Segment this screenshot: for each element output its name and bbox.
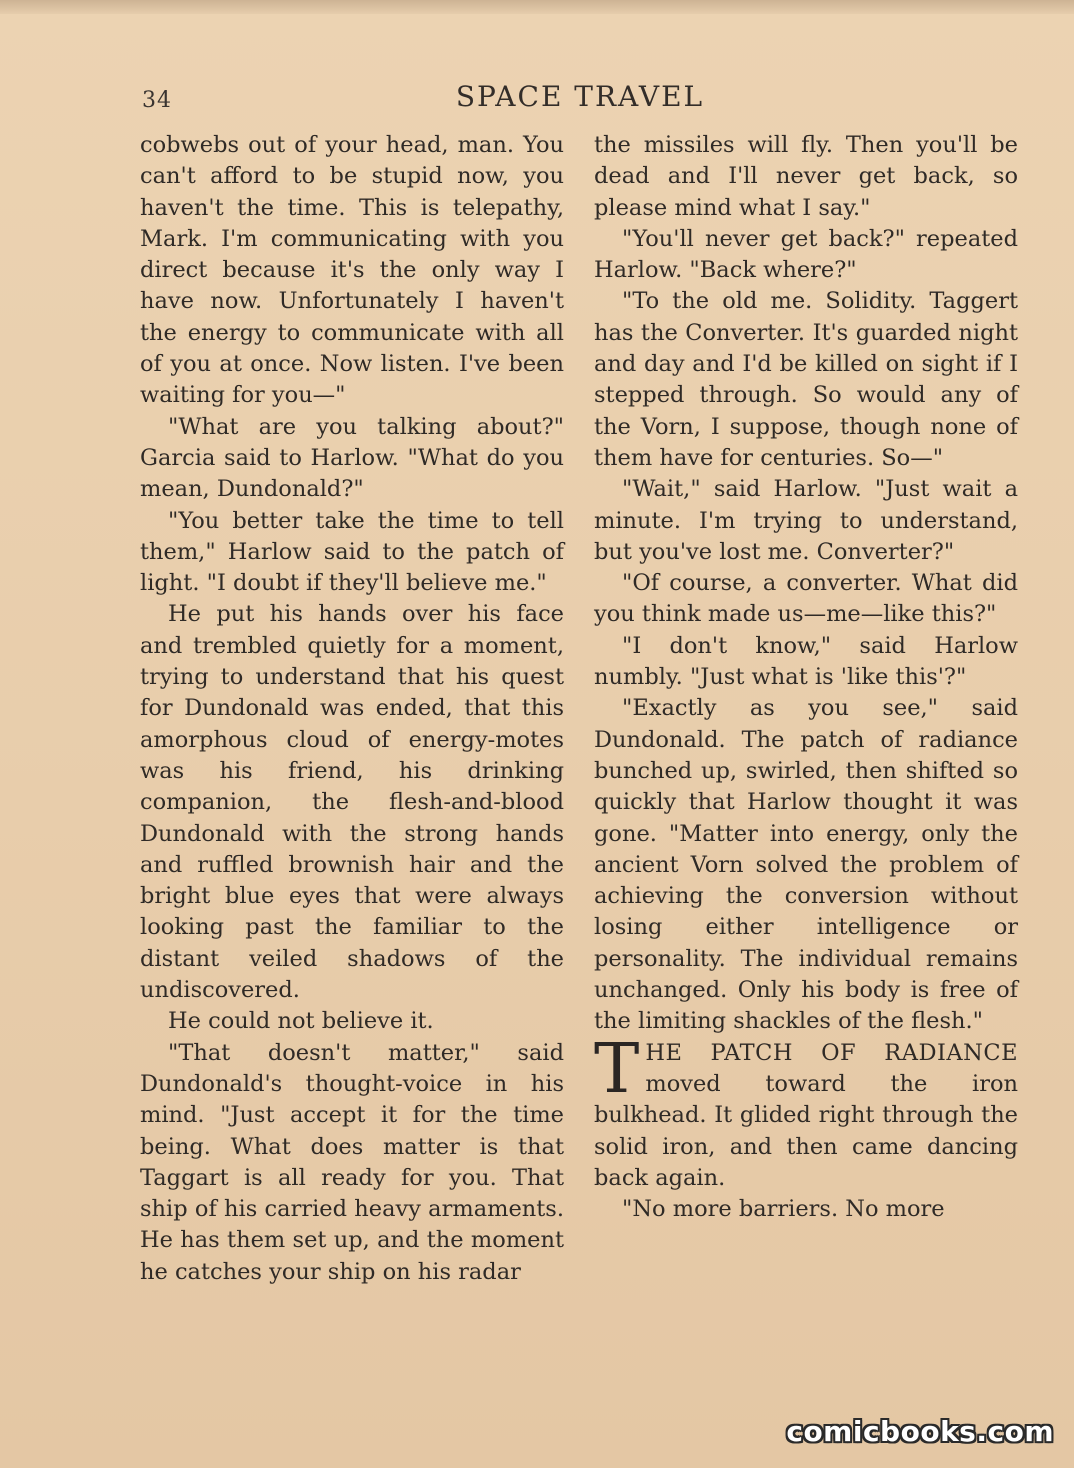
paragraph: cobwebs out of your head, man. You can't afford to be stupid now, you haven't the time. This is telepathy, Mark. I'm communicating with you direct because it's the only way I have now. Unfortunately I haven't the energy to communicate with all of you at once. Now listen. I've been waiting for you—" [140, 132, 564, 409]
page-top-edge [0, 0, 1074, 14]
paragraph: "You better take the time to tell them," Harlow said to the patch of light. "I doubt if they'll believe me." [140, 507, 564, 597]
section-break-paragraph [594, 1029, 1018, 1194]
drop-cap: T [594, 1029, 640, 1109]
paragraph: the missiles will fly. Then you'll be dead and I'll never get back, so please mind what I say." [594, 132, 1018, 221]
paragraph: "What are you talking about?" Garcia said to Harlow. "What do you mean, Dundonald?" [140, 413, 564, 503]
section-break-text: HE PATCH OF RADIANCE moved toward the iron bulkhead. It glided right through the solid iron, and then came dancing back again. [594, 1039, 1018, 1191]
watermark: comicbooks.com [786, 1415, 1054, 1448]
paragraph: "No more barriers. No more [622, 1196, 945, 1223]
paragraph: "To the old me. Solidity. Taggert has the Converter. It's guarded night and day and I'd be killed on sight if I stepped through. So would any of the Vorn, I suppose, though none of them have for centuries. So—" [594, 288, 1018, 471]
paragraph: "That doesn't matter," said Dundonald's thought-voice in his mind. "Just accept it for the time being. What does matter is that Taggart is all ready for you. That ship of his carried heavy armaments. He has them set up, and the moment he catches your ship on his radar [140, 1039, 564, 1285]
running-head: SPACE TRAVEL [455, 80, 705, 113]
paragraph: He put his hands over his face and trembled quietly for a moment, trying to understand that his quest for Dundonald was ended, that this amorphous cloud of energy-motes was his friend, his drinking companion, the flesh-and-blood Dundonald with the strong hands and ruffled brownish hair and the bright blue eyes that were always looking past the familiar to the distant veiled shadows of the undiscovered. [140, 601, 564, 1004]
left-column [140, 130, 564, 1288]
paragraph: "Wait," said Harlow. "Just wait a minute. I'm trying to understand, but you've lost me. Converter?" [594, 476, 1018, 565]
paragraph: "Of course, a converter. What did you think made us—me—like this?" [594, 570, 1018, 628]
paragraph: "Exactly as you see," said Dundonald. The patch of radiance bunched up, swirled, then shifted so quickly that Harlow thought it was gone. "Matter into energy, only the ancient Vorn solved the problem of achieving the conversion without losing either intelligence or personality. The individual remains unchanged. Only his body is free of the limiting shackles of the flesh." [594, 695, 1018, 1035]
paragraph: "I don't know," said Harlow numbly. "Just what is 'like this'?" [594, 632, 1018, 691]
paragraph: "You'll never get back?" repeated Harlow. "Back where?" [594, 225, 1018, 284]
paragraph: He could not believe it. [168, 1008, 434, 1035]
right-column [594, 130, 1018, 1225]
page-number: 34 [142, 88, 172, 113]
